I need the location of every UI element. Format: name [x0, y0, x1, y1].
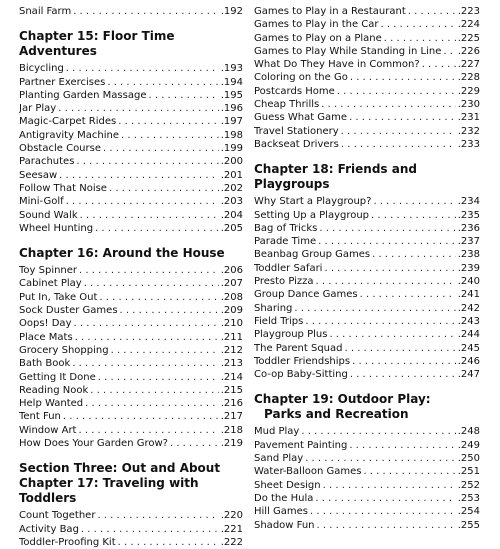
- chapter-heading: [19, 29, 243, 59]
- entry-page-number: .222: [220, 536, 243, 548]
- entry-page-number: .202: [220, 182, 243, 194]
- toc-entry: [19, 129, 243, 142]
- dot-leader: [381, 18, 456, 31]
- toc-entry: [19, 523, 243, 536]
- entry-title: Place Mats: [19, 331, 73, 343]
- entry-title: Games to Play While Standing in Line: [254, 45, 442, 57]
- entry-page-number: .216: [220, 398, 243, 410]
- toc-entry: [254, 288, 480, 301]
- entry-title: Mini-Golf: [19, 196, 64, 208]
- entry-page-number: .233: [457, 138, 480, 150]
- toc-entry: [254, 425, 480, 438]
- dot-leader: [170, 437, 219, 450]
- toc-entry: [19, 182, 243, 195]
- toc-right-column: [254, 5, 480, 532]
- entry-title: Bath Book: [19, 358, 71, 370]
- chapter-heading: [254, 392, 480, 422]
- entry-page-number: .221: [220, 523, 243, 535]
- dot-leader: [294, 302, 455, 315]
- entry-title: Presto Pizza: [254, 276, 314, 288]
- entry-title: Follow That Noise: [19, 182, 107, 194]
- dot-leader: [90, 384, 218, 397]
- entry-page-number: .204: [220, 209, 243, 221]
- entry-title: Partner Exercises: [19, 76, 106, 88]
- toc-entry: [19, 277, 243, 290]
- dot-leader: [103, 142, 219, 155]
- toc-entry: [254, 248, 480, 261]
- entry-page-number: .227: [457, 59, 480, 71]
- dot-leader: [443, 45, 455, 58]
- entry-title: Cabinet Play: [19, 278, 82, 290]
- toc-entry: [254, 505, 480, 518]
- entry-title: The Parent Squad: [254, 342, 343, 354]
- toc-entry: [19, 304, 243, 317]
- entry-title: Reading Nook: [19, 384, 89, 396]
- chapter-heading: [254, 162, 480, 192]
- entry-title: Window Art: [19, 424, 77, 436]
- chapter-heading-line: Chapter 19: Outdoor Play:: [254, 392, 431, 407]
- chapter-heading-line: Section Three: Out and About: [19, 461, 221, 476]
- entry-page-number: .241: [457, 289, 480, 301]
- entry-page-number: .251: [457, 466, 480, 478]
- entry-page-number: .228: [457, 72, 480, 84]
- chapter-heading-line: Chapter 15: Floor Time Adventures: [19, 29, 175, 59]
- toc-entry: [254, 355, 480, 368]
- dot-leader: [344, 342, 455, 355]
- toc-entry: [254, 315, 480, 328]
- toc-section: [254, 162, 480, 381]
- dot-leader: [329, 328, 455, 341]
- dot-leader: [73, 5, 219, 18]
- toc-entry: [254, 439, 480, 452]
- toc-entry: [19, 264, 243, 277]
- entry-page-number: .217: [220, 411, 243, 423]
- toc-left-column: [19, 5, 243, 549]
- dot-leader: [81, 523, 219, 536]
- dot-leader: [121, 129, 219, 142]
- entry-page-number: .207: [220, 278, 243, 290]
- dot-leader: [84, 277, 219, 290]
- entry-page-number: .215: [220, 384, 243, 396]
- entry-title: Playgroup Plus: [254, 329, 328, 341]
- dot-leader: [95, 222, 219, 235]
- toc-entry: [19, 169, 243, 182]
- toc-entry: [19, 344, 243, 357]
- toc-entry: [254, 125, 480, 138]
- dot-leader: [315, 492, 455, 505]
- dot-leader: [58, 102, 219, 115]
- entry-title: Group Dance Games: [254, 289, 358, 301]
- entry-page-number: .214: [220, 371, 243, 383]
- entry-title: Getting It Done: [19, 371, 96, 383]
- entry-page-number: .195: [220, 89, 243, 101]
- entry-title: Travel Stationery: [254, 125, 339, 137]
- dot-leader: [408, 5, 456, 18]
- entry-page-number: .234: [457, 196, 480, 208]
- entry-title: Field Trips: [254, 315, 304, 327]
- toc-section: [254, 392, 480, 531]
- dot-leader: [323, 479, 456, 492]
- entry-page-number: .229: [457, 85, 480, 97]
- dot-leader: [350, 71, 456, 84]
- entry-title: Postcards Home: [254, 85, 335, 97]
- toc-entry: [254, 479, 480, 492]
- dot-leader: [107, 76, 218, 89]
- entry-title: Seesaw: [19, 169, 58, 181]
- toc-entry: [254, 222, 480, 235]
- toc-entry: [19, 371, 243, 384]
- dot-leader: [99, 291, 218, 304]
- dot-leader: [305, 452, 456, 465]
- entry-title: How Does Your Garden Grow?: [19, 438, 168, 450]
- entry-page-number: .203: [220, 196, 243, 208]
- entry-page-number: .212: [220, 344, 243, 356]
- entry-page-number: .211: [220, 331, 243, 343]
- dot-leader: [120, 304, 219, 317]
- entry-page-number: .246: [457, 355, 480, 367]
- entry-page-number: .231: [457, 112, 480, 124]
- entry-page-number: .250: [457, 453, 480, 465]
- toc-entry: [19, 222, 243, 235]
- toc-entry: [19, 155, 243, 168]
- entry-page-number: .237: [457, 236, 480, 248]
- toc-entry: [254, 85, 480, 98]
- entry-title: Backseat Drivers: [254, 138, 339, 150]
- entry-page-number: .205: [220, 222, 243, 234]
- dot-leader: [98, 371, 219, 384]
- toc-entry: [254, 195, 480, 208]
- entry-page-number: .232: [457, 125, 480, 137]
- dot-leader: [310, 505, 456, 518]
- dot-leader: [97, 509, 218, 522]
- entry-title: Co-op Baby-Sitting: [254, 369, 348, 381]
- dot-leader: [66, 62, 219, 75]
- entry-title: Beanbag Group Games: [254, 249, 371, 261]
- dot-leader: [341, 125, 456, 138]
- entry-page-number: .230: [457, 99, 480, 111]
- entry-title: Do the Hula: [254, 492, 314, 504]
- toc-entry: [19, 89, 243, 102]
- entry-page-number: .244: [457, 329, 480, 341]
- dot-leader: [349, 111, 456, 124]
- dot-leader: [118, 115, 218, 128]
- entry-page-number: .200: [220, 156, 243, 168]
- entry-title: Games to Play on a Plane: [254, 32, 382, 44]
- entry-title: Activity Bag: [19, 523, 79, 535]
- toc-entry: [254, 18, 480, 31]
- dot-leader: [85, 397, 219, 410]
- dot-leader: [301, 425, 455, 438]
- entry-title: Grocery Shopping: [19, 344, 109, 356]
- dot-leader: [111, 344, 219, 357]
- dot-leader: [349, 439, 455, 452]
- toc-entry: [254, 342, 480, 355]
- entry-page-number: .240: [457, 276, 480, 288]
- entry-title: Put In, Take Out: [19, 291, 98, 303]
- entry-title: Bicycling: [19, 63, 64, 75]
- entry-page-number: .198: [220, 129, 243, 141]
- dot-leader: [324, 262, 455, 275]
- entry-page-number: .192: [220, 6, 243, 17]
- dot-leader: [341, 138, 456, 151]
- entry-title: Oops! Day: [19, 318, 72, 330]
- dot-leader: [422, 58, 456, 71]
- entry-page-number: .206: [220, 265, 243, 277]
- entry-title: Toddler Safari: [254, 262, 323, 274]
- entry-title: What Do They Have in Common?: [254, 59, 420, 71]
- chapter-heading-line: Chapter 18: Friends and Playgroups: [254, 162, 417, 192]
- toc-entry: [254, 58, 480, 71]
- dot-leader: [363, 465, 455, 478]
- toc-entry: [19, 5, 243, 18]
- chapter-heading: [19, 246, 243, 261]
- entry-page-number: .238: [457, 249, 480, 261]
- toc-entry: [254, 519, 480, 532]
- toc-section: [19, 29, 243, 235]
- dot-leader: [305, 315, 455, 328]
- dot-leader: [80, 209, 219, 222]
- entry-page-number: .236: [457, 222, 480, 234]
- toc-entry: [254, 302, 480, 315]
- chapter-heading-line: Chapter 16: Around the House: [19, 246, 225, 261]
- dot-leader: [352, 355, 456, 368]
- entry-page-number: .226: [457, 45, 480, 57]
- dot-leader: [371, 209, 456, 222]
- entry-page-number: .194: [220, 76, 243, 88]
- entry-page-number: .223: [457, 6, 480, 17]
- toc-section: [19, 461, 243, 549]
- toc-entry: [19, 397, 243, 410]
- entry-title: Coloring on the Go: [254, 72, 348, 84]
- toc-entry: [19, 195, 243, 208]
- dot-leader: [63, 410, 219, 423]
- entry-title: Hill Games: [254, 506, 309, 518]
- dot-leader: [72, 357, 218, 370]
- toc-entry: [19, 331, 243, 344]
- entry-title: Help Wanted: [19, 398, 84, 410]
- entry-page-number: .254: [457, 506, 480, 518]
- entry-page-number: .201: [220, 169, 243, 181]
- entry-page-number: .210: [220, 318, 243, 330]
- toc-entry: [254, 71, 480, 84]
- dot-leader: [317, 519, 456, 532]
- entry-title: Sheet Design: [254, 479, 321, 491]
- dot-leader: [75, 331, 219, 344]
- entry-title: Games to Play in a Restaurant: [254, 6, 406, 17]
- entry-title: Magic-Carpet Rides: [19, 116, 117, 128]
- toc-entry: [19, 102, 243, 115]
- dot-leader: [79, 264, 219, 277]
- toc-entry: [19, 317, 243, 330]
- entry-page-number: .255: [457, 519, 480, 531]
- dot-leader: [59, 169, 219, 182]
- entry-title: Parachutes: [19, 156, 75, 168]
- toc-entry: [254, 32, 480, 45]
- entry-page-number: .225: [457, 32, 480, 44]
- entry-page-number: .253: [457, 492, 480, 504]
- toc-entry: [254, 45, 480, 58]
- toc-entry: [254, 328, 480, 341]
- entry-title: Bag of Tricks: [254, 222, 318, 234]
- entry-page-number: .218: [220, 424, 243, 436]
- toc-entry: [254, 465, 480, 478]
- entry-page-number: .213: [220, 358, 243, 370]
- toc-entry: [19, 142, 243, 155]
- dot-leader: [350, 368, 456, 381]
- entry-page-number: .242: [457, 302, 480, 314]
- entry-title: Pavement Painting: [254, 439, 348, 451]
- entry-page-number: .197: [220, 116, 243, 128]
- entry-title: Toy Spinner: [19, 265, 78, 277]
- entry-page-number: .249: [457, 439, 480, 451]
- entry-title: Obstacle Course: [19, 143, 101, 155]
- entry-page-number: .245: [457, 342, 480, 354]
- entry-title: Jar Play: [19, 103, 57, 115]
- entry-page-number: .248: [457, 426, 480, 438]
- toc-entry: [19, 209, 243, 222]
- toc-entry: [19, 437, 243, 450]
- entry-page-number: .199: [220, 143, 243, 155]
- entry-title: Mud Play: [254, 426, 300, 438]
- entry-title: Sand Play: [254, 453, 304, 465]
- dot-leader: [78, 424, 218, 437]
- entry-title: Count Together: [19, 510, 96, 522]
- entry-title: Why Start a Playgroup?: [254, 196, 372, 208]
- entry-page-number: .252: [457, 479, 480, 491]
- toc-entry: [254, 492, 480, 505]
- entry-title: Guess What Game: [254, 112, 348, 124]
- toc-entry: [19, 357, 243, 370]
- dot-leader: [372, 248, 456, 261]
- toc-entry: [19, 384, 243, 397]
- dot-leader: [148, 89, 218, 102]
- entry-title: Sock Duster Games: [19, 305, 118, 317]
- toc-entry: [254, 5, 480, 18]
- toc-entry: [254, 452, 480, 465]
- toc-entry: [254, 138, 480, 151]
- entry-title: Tent Fun: [19, 411, 61, 423]
- dot-leader: [118, 536, 219, 549]
- entry-title: Setting Up a Playgroup: [254, 209, 370, 221]
- toc-entry: [19, 424, 243, 437]
- entry-title: Toddler-Proofing Kit: [19, 536, 116, 548]
- chapter-heading-line: Chapter 17: Traveling with Toddlers: [19, 476, 199, 506]
- dot-leader: [319, 222, 455, 235]
- toc-entry: [19, 115, 243, 128]
- toc-entry: [254, 262, 480, 275]
- dot-leader: [316, 275, 456, 288]
- entry-page-number: .196: [220, 103, 243, 115]
- entry-title: Toddler Friendships: [254, 355, 351, 367]
- dot-leader: [337, 85, 456, 98]
- toc-entry: [254, 235, 480, 248]
- toc-entry: [19, 291, 243, 304]
- dot-leader: [73, 317, 218, 330]
- toc-entry: [19, 410, 243, 423]
- entry-title: Sharing: [254, 302, 293, 314]
- entry-title: Games to Play in the Car: [254, 19, 379, 31]
- toc-entry: [254, 368, 480, 381]
- toc-entry: [254, 209, 480, 222]
- entry-title: Sound Walk: [19, 209, 78, 221]
- chapter-heading: [19, 461, 243, 506]
- entry-page-number: .209: [220, 305, 243, 317]
- entry-page-number: .224: [457, 19, 480, 31]
- entry-page-number: .193: [220, 63, 243, 75]
- toc-entry: [19, 509, 243, 522]
- toc-entry: [254, 98, 480, 111]
- dot-leader: [360, 288, 456, 301]
- entry-title: Water-Balloon Games: [254, 466, 362, 478]
- entry-title: Planting Garden Massage: [19, 89, 147, 101]
- entry-title: Parade Time: [254, 236, 317, 248]
- toc-entry: [19, 62, 243, 75]
- dot-leader: [318, 235, 456, 248]
- entry-page-number: .239: [457, 262, 480, 274]
- entry-page-number: .235: [457, 209, 480, 221]
- entry-title: Shadow Fun: [254, 519, 315, 531]
- toc-entry: [19, 76, 243, 89]
- entry-page-number: .243: [457, 315, 480, 327]
- chapter-heading-line: Parks and Recreation: [264, 407, 409, 422]
- entry-title: Antigravity Machine: [19, 129, 120, 141]
- toc-entry: [254, 111, 480, 124]
- dot-leader: [76, 155, 218, 168]
- dot-leader: [321, 98, 456, 111]
- entry-title: Wheel Hunting: [19, 222, 94, 234]
- dot-leader: [384, 32, 456, 45]
- entry-page-number: .220: [220, 510, 243, 522]
- toc-entry: [19, 536, 243, 549]
- entry-page-number: .219: [220, 438, 243, 450]
- entry-page-number: .208: [220, 291, 243, 303]
- entry-title: Snail Farm: [19, 6, 72, 17]
- dot-leader: [373, 195, 455, 208]
- entry-page-number: .247: [457, 369, 480, 381]
- dot-leader: [66, 195, 219, 208]
- toc-section: [19, 246, 243, 450]
- dot-leader: [109, 182, 219, 195]
- entry-title: Cheap Thrills: [254, 99, 320, 111]
- toc-entry: [254, 275, 480, 288]
